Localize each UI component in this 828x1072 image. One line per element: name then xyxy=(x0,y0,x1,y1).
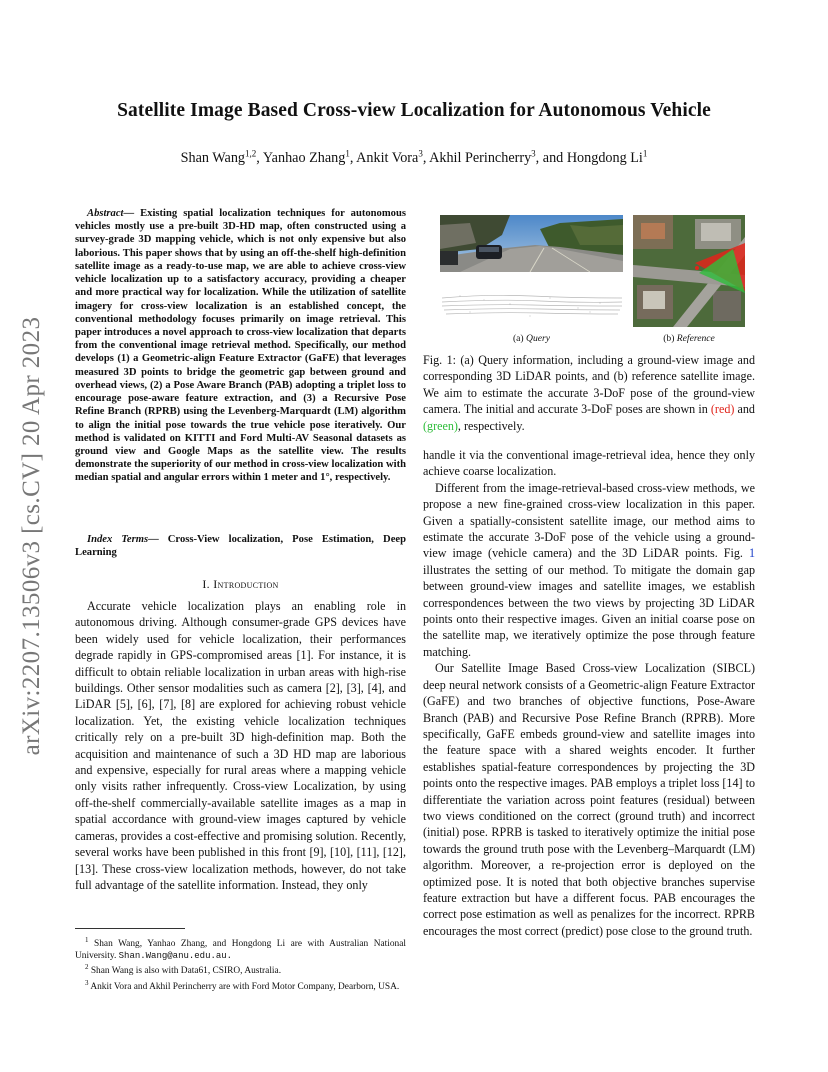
author-list xyxy=(40,148,788,167)
footnote: $^2$ Shan Wang is also with Data61, CSIRO, Australia. xyxy=(85,963,282,977)
arxiv-identifier: arXiv:2207.13506v3 [cs.CV] 20 Apr 2023 xyxy=(18,316,45,756)
paper-title: Satellite Image Based Cross-view Localization for Autonomous Vehicle xyxy=(117,100,711,121)
ground-view-image xyxy=(440,215,623,272)
figure-caption: Fig. 1: (a) Query information, including a ground-view image and corresponding 3D LiDAR points, and (b) reference satellite image. We aim to estimate the accurate 3-DoF pose of the ground-view camera. The initial and accurate 3-DoF poses are shown in (red) and (green), respectively. xyxy=(423,353,755,433)
subfigure-caption-b: (b) Reference xyxy=(663,333,715,344)
intro-paragraph: Accurate vehicle localization plays an enabling role in autonomous driving. Although consumer-grade GPS devices have been widely used for vehicle localization, their performances degrade rapidly in GPS-compromised areas [1]. For instance, it is difficult to obtain reliable localization in urban areas with high-rise buildings. Other sensor modalities such as camera [2], [3], [4], and LiDAR [5], [6], [7], [8] are explored for achieving robust vehicle localization. Yet, the existing vehicle localization techniques critically rely on a pre-built 3D high-definition map. Both the acquisition and maintenance of such a 3D HD map are laborious and expensive, especially for rural areas where a mapping vehicle only visits rather infrequently. Cross-view Localization, by using off-the-shelf commercially-available satellite images as a map in spatial accordance with ground-view images captured by vehicle cameras, provides a cost-effective and promising solution. Recently, several works have been published in this front [9], [10], [11], [12], [13]. These cross-view localization methods, however, do not take full advantage of the satellite information. Instead, they only xyxy=(75,599,406,892)
lidar-points-image xyxy=(440,290,623,320)
footnotes xyxy=(75,935,406,994)
satellite-reference-image xyxy=(633,215,745,327)
index-terms xyxy=(75,533,406,559)
author: Hongdong Li$^1$ xyxy=(566,148,648,166)
figure-reference-link[interactable]: 1 xyxy=(748,546,755,561)
author: Ankit Vora$^3$, xyxy=(356,148,430,166)
email-link[interactable]: Shan.Wang@anu.edu.au. xyxy=(118,950,233,961)
index-terms-label: Index Terms xyxy=(87,534,149,545)
paragraph: Different from the image-retrieval-based cross-view methods, we propose a new fine-grained cross-view localization in this paper. Given a spatially-consistent satellite image, our method aims to estimate the accurate 3-DoF pose of the vehicle using a ground-view image (vehicle camera) and the 3D LiDAR points. Fig. 1 illustrates the setting of our method. To mitigate the domain gap between ground-view images and satellite images, we establish correspondences between the two views by projecting 3D LiDAR points onto their respective images. Given an initial coarse pose on the satellite map, we iteratively optimize the pose through feature matching. xyxy=(423,480,755,659)
abstract-label: Abstract xyxy=(87,208,124,219)
abstract xyxy=(75,207,406,485)
caption-red-label: (red) xyxy=(710,402,735,417)
subfigure-caption-a: (a) Query xyxy=(512,333,551,344)
abstract-text: — Existing spatial localization techniques for autonomous vehicles mostly use a pre-built 3D-HD map, often constructed using a survey-grade 3D mapping vehicle, which is not only expensive but also laborious. This paper shows that by using an off-the-shelf high-definition satellite image as a ready-to-use map, we are able to achieve cross-view vehicle localization up to a satisfactory accuracy, providing a cheaper and more practical way for localization. While the utilization of satellite imagery for cross-view localization is an established concept, the conventional methodology focuses primarily on image retrieval. This paper introduces a novel approach to cross-view localization that departs from the conventional image retrieval method. Specifically, our method develops (1) a Geometric-align Feature Extractor (GaFE) that leverages measured 3D points to bridge the geometric gap between ground and overhead views, (2) a Pose Aware Branch (PAB) adopting a triplet loss to encourage pose-aware feature extraction, and (3) a Recursive Pose Refine Branch (RPRB) using the Levenberg-Marquardt (LM) algorithm to align the initial pose towards the true vehicle pose iteratively. Our method is validated on KITTI and Ford Multi-AV Seasonal datasets as ground view and Google Maps as the satellite view. The results demonstrate the superiority of our method in cross-view localization with median spatial and angular errors within 1 meter and 1°, respectively. xyxy=(75,208,406,484)
arxiv-sidebar xyxy=(18,296,46,776)
section-number: I. xyxy=(202,577,210,591)
author: Shan Wang$^{1,2}$, xyxy=(180,148,263,166)
footnote-rule xyxy=(75,928,185,929)
index-terms-text: — Cross-View localization, Pose Estimation, Deep Learning xyxy=(75,534,406,559)
caption-green-label: (green) xyxy=(423,418,458,433)
author: Yanhao Zhang$^1$, xyxy=(262,148,357,166)
section-title: Introduction xyxy=(213,577,279,591)
footnote: $^3$ Ankit Vora and Akhil Perincherry are with Ford Motor Company, Dearborn, USA. xyxy=(85,979,400,993)
paragraph: Our Satellite Image Based Cross-view Localization (SIBCL) deep neural network consists of a Geometric-align Feature Extractor (GaFE) and two branches of objective functions, Pose-Aware Branch (PAB) and Recursive Pose Refine Branch (RPRB). More specifically, GaFE embeds ground-view and satellite images into the feature space with a shared weights encoder. It further establishes spatial-feature correspondences by projecting the 3D points onto the respective images. PAB employs a triplet loss [14] to differentiate the variation across point features (residual) between two views conditioned on the correct (ground truth) and incorrect (initial) pose. RPRB is tasked to iteratively optimize the initial pose towards the ground truth pose with the Levenberg–Marquardt (LM) algorithm. Moreover, a re-projection error is deployed on the optimized pose. It is noted that both objective branches supervise feature extraction but have a different focus. PAB encourages the correct pose estimation as well as penalizes for the incorrect. RPRB encourages the most correct (predict) pose close to the ground truth. xyxy=(423,661,755,938)
section-heading xyxy=(75,577,406,592)
right-column-body xyxy=(423,447,755,939)
paragraph: handle it via the conventional image-retrieval idea, hence they only achieve coarse localization. xyxy=(423,448,755,479)
author: Akhil Perincherry$^3$, and xyxy=(429,148,567,166)
footnote: $^1$ Shan Wang, Yanhao Zhang, and Hongdong Li are with Australian National University. Shan.Wang@anu.edu.au. xyxy=(75,936,406,961)
